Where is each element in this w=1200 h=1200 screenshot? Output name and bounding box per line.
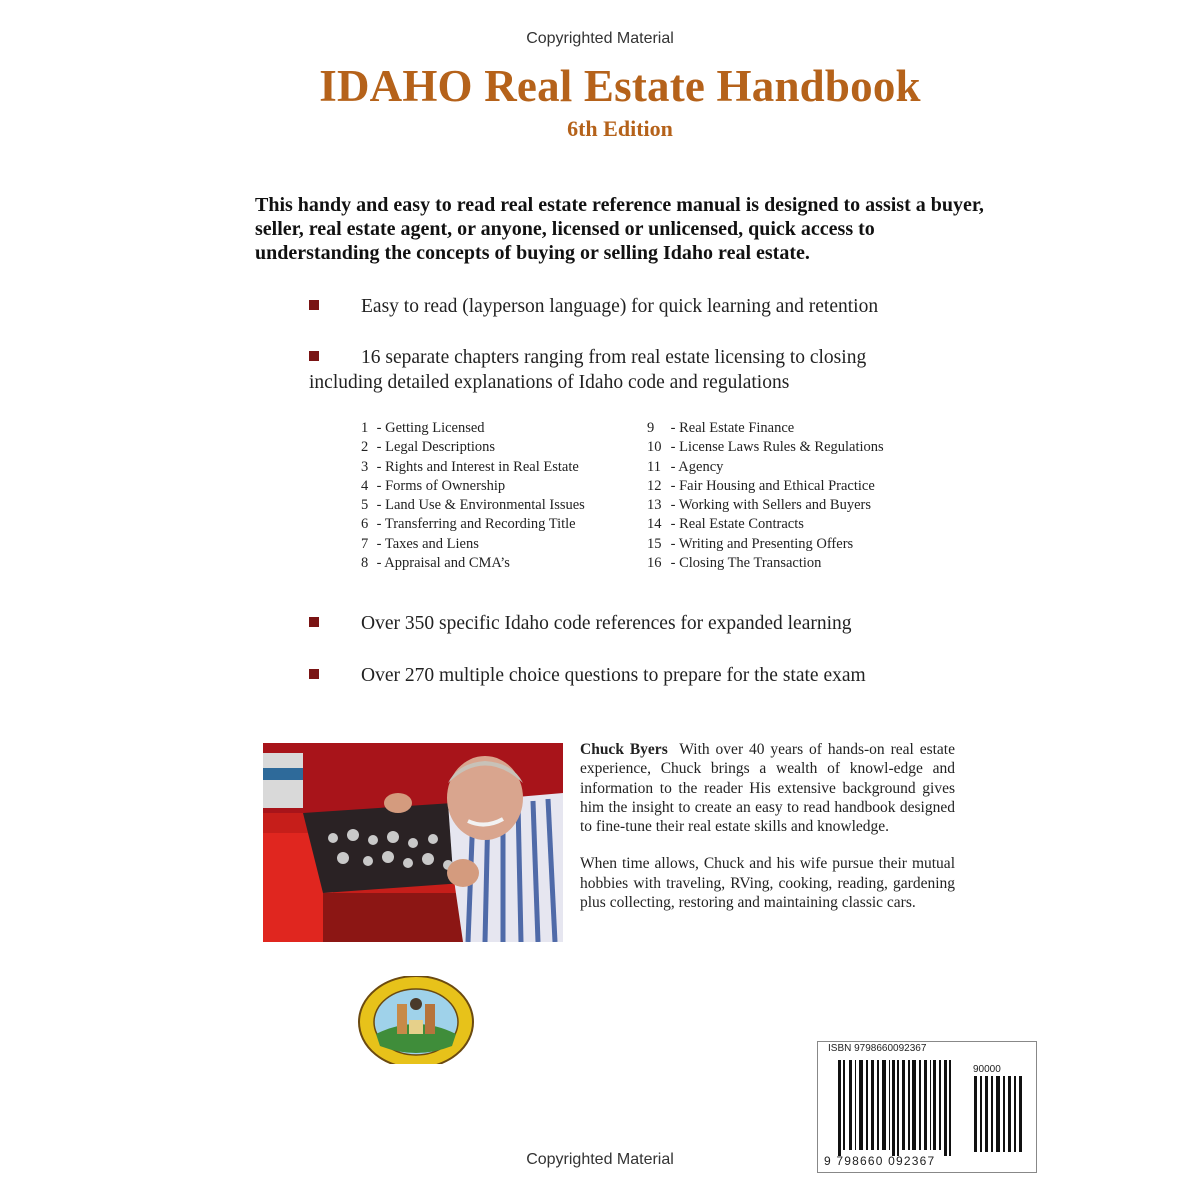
chapter-item: 6 - Transferring and Recording Title xyxy=(361,516,576,533)
chapter-item: 11 - Agency xyxy=(647,458,724,475)
chapter-item: 3 - Rights and Interest in Real Estate xyxy=(361,458,579,475)
chapter-item: 7 - Taxes and Liens xyxy=(361,535,479,552)
chapter-list-left xyxy=(361,419,585,573)
chapter-item: 12 - Fair Housing and Ethical Practice xyxy=(647,477,875,494)
chapter-item: 10 - License Laws Rules & Regulations xyxy=(647,439,884,456)
author-name: Chuck Byers xyxy=(580,741,668,758)
copyright-watermark-bottom: Copyrighted Material xyxy=(526,1151,674,1168)
barcode-digits: 9 798660 092367 xyxy=(824,1154,936,1168)
bullet-text: 16 separate chapters ranging from real estate licensing to closing including detailed explanations of Idaho code and regulations xyxy=(309,347,867,393)
author-bio xyxy=(580,740,955,930)
square-bullet-icon xyxy=(309,300,319,310)
bullet-item xyxy=(309,663,866,688)
chapter-item: 1 - Getting Licensed xyxy=(361,420,485,436)
chapter-item: 2 - Legal Descriptions xyxy=(361,439,496,456)
chapter-item: 16 - Closing The Transaction xyxy=(647,555,822,572)
chapter-item: 5 - Land Use & Environmental Issues xyxy=(361,497,585,514)
book-edition: 6th Edition xyxy=(567,116,673,141)
bullet-item xyxy=(309,611,852,636)
bullet-item xyxy=(309,294,878,319)
bullet-text: Over 270 multiple choice questions to prepare for the state exam xyxy=(361,665,866,686)
copyright-watermark-top: Copyrighted Material xyxy=(526,30,674,47)
author-photo xyxy=(263,743,563,942)
chapter-list-right xyxy=(647,419,884,573)
isbn-label: ISBN 9798660092367 xyxy=(828,1043,927,1054)
idaho-state-seal xyxy=(357,976,475,1064)
chapter-item: 13 - Working with Sellers and Buyers xyxy=(647,497,871,514)
chapter-item: 8 - Appraisal and CMA’s xyxy=(361,555,510,572)
chapter-item: 14 - Real Estate Contracts xyxy=(647,516,804,533)
chapter-item: 4 - Forms of Ownership xyxy=(361,477,506,494)
bullet-text: Easy to read (layperson language) for quick learning and retention xyxy=(361,296,879,317)
square-bullet-icon xyxy=(309,669,319,679)
bullet-item xyxy=(309,345,929,395)
book-title: IDAHO Real Estate Handbook xyxy=(319,61,921,111)
author-bio-text: With over 40 years of hands-on real estate experience, Chuck brings a wealth of knowl-edge and information to the reader His extensive background gives him the insight to create an easy to read handbook designed to fine-tune their real estate skills and knowledge. xyxy=(580,741,955,836)
author-hobbies-text: When time allows, Chuck and his wife pursue their mutual hobbies with traveling, RVing, cooking, reading, gardening plus collecting, restoring and maintaining classic cars. xyxy=(580,855,955,912)
square-bullet-icon xyxy=(309,351,319,361)
bullet-text: Over 350 specific Idaho code references for expanded learning xyxy=(361,613,852,634)
intro-paragraph: This handy and easy to read real estate reference manual is designed to assist a buyer, seller, real estate agent, or anyone, licensed or unlicensed, quick access to understanding the concepts of buying or selling Idaho real estate. xyxy=(255,194,984,264)
square-bullet-icon xyxy=(309,617,319,627)
barcode-addon-number: 90000 xyxy=(973,1064,1001,1075)
chapter-item: 15 - Writing and Presenting Offers xyxy=(647,535,854,552)
chapter-item: 9 - Real Estate Finance xyxy=(647,420,795,436)
